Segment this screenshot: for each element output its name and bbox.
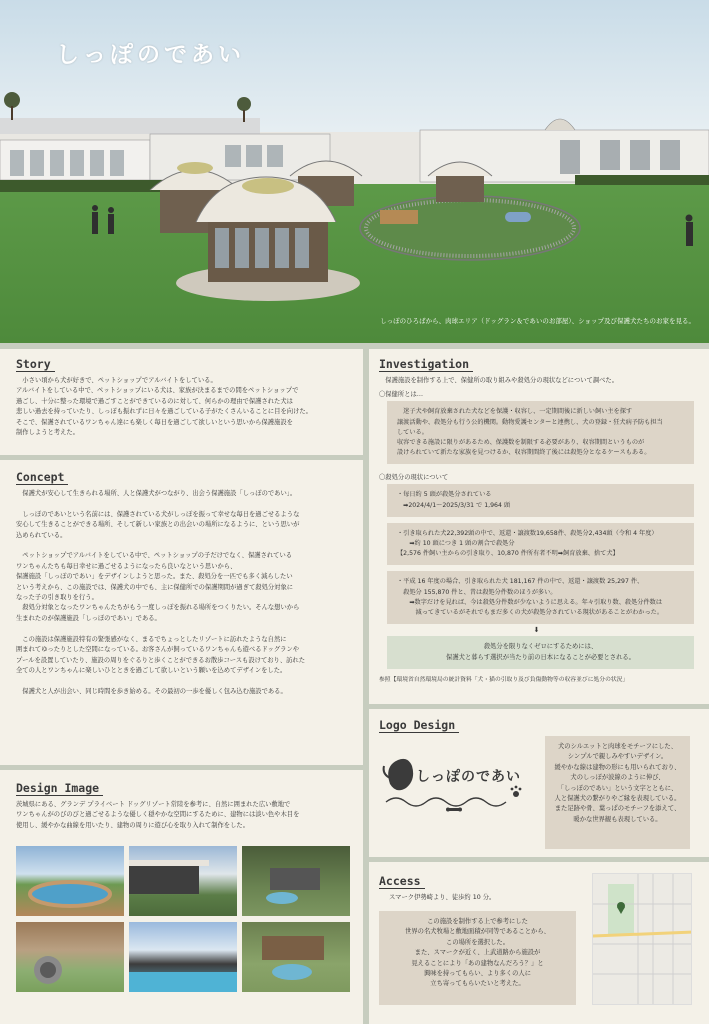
- story-section: [16, 353, 356, 438]
- access-title: Access: [379, 874, 425, 889]
- top-divider: [0, 343, 709, 349]
- reference-photo-building: [129, 846, 237, 916]
- location-map: [592, 873, 692, 1005]
- arrow-down-icon: ⬇: [533, 626, 540, 635]
- hokenjo-label: 〇保健所とは…: [379, 391, 424, 399]
- story-title: Story: [16, 357, 55, 372]
- stats-box-daily: ・毎日約 5 頭が殺処分されている ➡2024/4/1〜2025/3/31 で 1,964 頭: [387, 484, 694, 516]
- hokenjo-box: 迷子犬や飼育放棄された犬などを保護・収容し、一定期間後に新しい飼い主を探す 譲渡活動や、殺処分も行う公的機関。動物愛護センターと連携し、犬の登録・狂犬病予防も担当 している。 収容できる施設に限りがあるため、保護数を制限する必要があり、収容期間というものが 設けられていて新たな家族を見つけるか、収容期間終了後には殺処分となるケースもある。: [387, 401, 694, 464]
- reference-note: 参照【環境省自然環境局の統計資料「犬・猫の引取り及び負傷動物等の収容並びに処分の状況」: [379, 677, 629, 684]
- logo-design-title: Logo Design: [379, 718, 459, 733]
- column-divider: [363, 343, 369, 1024]
- investigation-section: [379, 353, 694, 686]
- hero-caption: しっぽのひろばから、肉球エリア（ドッグラン＆であいのお部屋）、ショップ及び保護犬たちのお家を見る。: [380, 317, 695, 325]
- concept-title: Concept: [16, 470, 68, 485]
- reference-photo-aerial: [242, 846, 350, 916]
- hero-rendering: [0, 0, 709, 343]
- logo-text: しっぽのであい: [416, 769, 521, 785]
- access-line: スマーク伊勢崎より、徒歩約 10 分。: [389, 894, 496, 901]
- divider-story: [0, 455, 363, 460]
- access-section: [379, 870, 579, 903]
- hero-title: しっぽのであい: [56, 42, 245, 68]
- access-description: この施設を制作する上で参考にした 世界の名犬牧場と敷地面積が同等であることから、 この場所を選択した。 また、スマークが近く、上武道路から施設が 見えることにより「あの建物なんだろう？」と 興味を持ってもらい、より多くの人に 立ち寄ってもらいたいと考えた。: [379, 911, 576, 1005]
- design-image-text: 茨城県にある、グランデ プライベート ドッグリゾート常陸を参考に、自然に囲まれた広い敷地で ワンちゃんがのびのびと過ごせるような優しく穏やかな空間にするために、建物には淡い色や木目を 使用し、緩やかな曲線を用いたり、建物の周りに遊び心を取り入れて制作をした。: [16, 801, 300, 829]
- divider-concept: [0, 765, 363, 770]
- reference-photo-pool: [16, 846, 124, 916]
- reference-photo-poolside: [129, 922, 237, 992]
- stats-box-reiwa: ・引き取られた犬22,392頭の中で、返還・譲渡数19,658件、殺処分2,434頭（令和 4 年度） ➡約 10 頭につき 1 頭の割合で殺処分 【2,576 件飼い主からの引き取り、10,870 件所有者不明➡飼育放棄、捨て犬】: [387, 523, 694, 566]
- concept-text: 保護犬が安心して生きられる場所、人と保護犬がつながり、出会う保護施設「しっぽのであい」。 しっぽのであいという名前には、保護されている犬がしっぽを振って幸せな毎日を過ごせるような 安心して生きることができる場所、そして新しい家族との出会いの場所になるように、という思いが 込められている。 ペットショップでアルバイトをしている中で、ペットショップの子だけでなく、保護されている ワンちゃんたちも毎日幸せに過ごせるようになったら良いなという思いから、 保護施設「しっぽのであい」をデザインしようと思った。また、殺処分を一匹でも多く減らしたい という考えから、この施設では、保護犬の中でも、主に保健所での保護期間が過ぎて殺処分対象に なった子の引き取りを行う。 殺処分対象となったワンちゃんたちがもう一度しっぽを振れる場所をつくりたい。そんな想いから 生まれたのが保護施設「しっぽのであい」である。 この施設は保護施設特有の緊張感がなく、まるでちょっとしたリゾートに訪れたような自然に 囲まれてゆったりとした空間になっている。お客さんが飼っているワンちゃんも遊べるドッグランや プールを設置していたり、施設の周りをぐるりと歩くことができるお散歩コースも設けており、訪れた 全ての人とワンちゃんに楽しいひとときを過ごして欲しいという願いを込めてデザインをした。 保護犬と人が出会い、同じ時間を歩き始める。その最初の一歩を優しく包み込む施設である。: [16, 490, 306, 695]
- logo-design-section: [379, 714, 529, 737]
- paw-icon: [511, 786, 522, 797]
- divider-investigation: [369, 704, 709, 709]
- divider-logo: [369, 857, 709, 862]
- investigation-title: Investigation: [379, 357, 473, 372]
- genjou-label: 〇殺処分の現状について: [379, 474, 449, 482]
- design-image-title: Design Image: [16, 781, 103, 796]
- reference-photo-tunnel: [16, 922, 124, 992]
- conclusion-box: 殺処分を限りなくゼロにするためには、 保護犬と暮らす選択が当たり前の日本になることが必要とされる。: [387, 636, 694, 669]
- investigation-intro: 保護施設を制作する上で、保健所の取り組みや殺処分の現状などについて調べた。: [379, 377, 619, 384]
- logo-mark: [376, 744, 536, 816]
- stats-box-heisei: ・平成 16 年度の場合、引き取られた犬 181,167 件の中で、返還・譲渡数 25,297 件、 殺処分 155,870 件と、昔は殺処分件数のほうが多い。 ➡数字だけを見れば、今は殺処分件数が少ないように思える。年々引取り数、殺処分件数は 減ってきているがそれでもまだ多くの犬が殺処分されている現状があることがわかった。: [387, 571, 694, 624]
- story-text: 小さい頃から犬が好きで、ペットショップでアルバイトをしている。 アルバイトをしている中で、ペットショップにいる犬は、家族が決まるまでの間をペットショップで 過ごし、十分に整った環境で過ごすことができているのに対して、何らかの理由で保護された犬は 悲しい過去を持っていたり、しっぽも振れずに日々を過ごしている子がたくさんいることに目を向けた。 そこで、保護されているワンちゃん達にも楽しく毎日を過ごして欲しいという思いから保護施設を 制作しようと考えた。: [16, 377, 312, 437]
- concept-section: [16, 466, 356, 697]
- logo-description: 犬のシルエットと肉球をモチーフにした、 シンプルで親しみやすいデザイン。 緩やかな線は建物の形にも用いられており、 犬のしっぽが波線のように伸び、 「しっぽのであい」という文字とともに、 人と保護犬の繋がりやご縁を表現している。 また足跡や骨、葉っぱのモチーフを添えて、 暖かな世界観も表現している。: [545, 736, 690, 849]
- reference-photo-garden: [242, 922, 350, 992]
- design-image-section: [16, 777, 356, 831]
